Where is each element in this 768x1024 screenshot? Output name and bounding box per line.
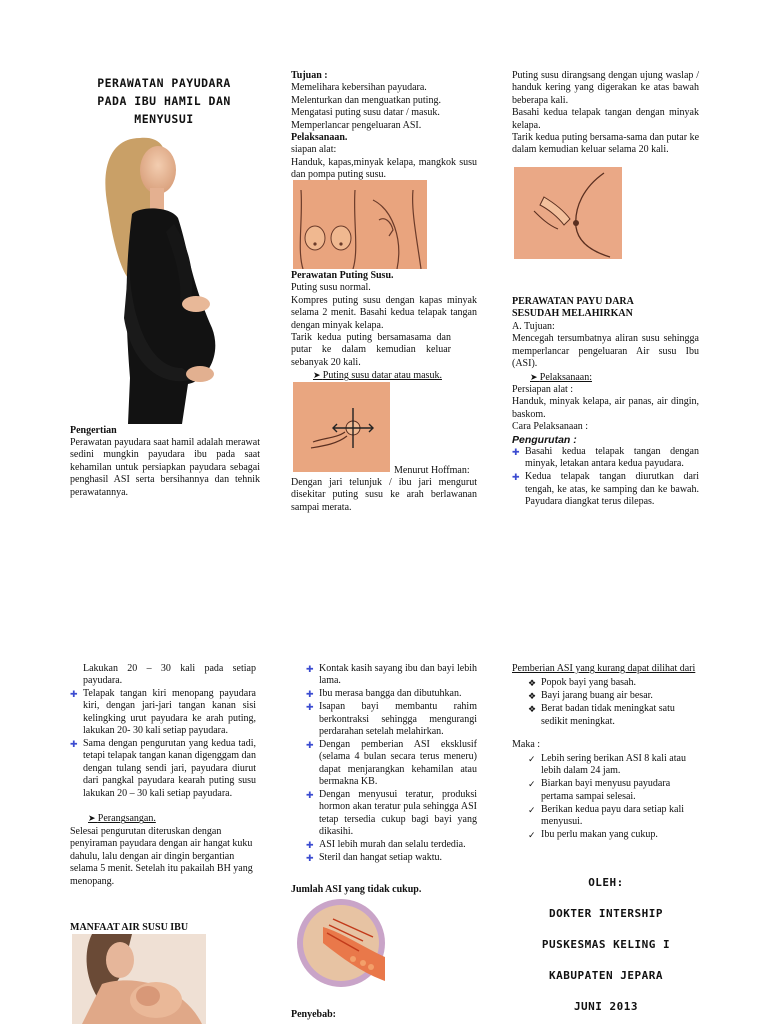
flag-bullet-icon: ✚ <box>306 664 314 674</box>
tujuan-section <box>291 70 477 182</box>
arrow-bullet-icon: ➤ <box>313 370 323 381</box>
tujuan-a-text: Mencegah tersumbatnya aliran susu sehingga memperlancar pengeluaran Air susu Ibu (ASI). <box>512 333 699 370</box>
tujuan-line: Memelihara kebersihan payudara. <box>291 82 427 94</box>
list-item: ✚ Sama dengan pengurutan yang kedua tadi, tetapi telapak tangan kanan digenggam dan dengan tulang sendi jari, payudara diurut dari pangkal payudara kearah puting susu lakukan 20 – 30 kali setiap payudara. <box>70 737 256 799</box>
pelaksanaan-sub-heading: ➤ Pelaksanaan: <box>530 371 592 383</box>
publication-date: JUNI 2013 <box>573 1000 639 1013</box>
list-item: ❖ Bayi jarang buang air besar. <box>528 690 653 702</box>
list-item: ✓ Biarkan bayi menyusu payudara pertama sampai selesai. <box>528 778 671 802</box>
arrow-bullet-icon: ➤ <box>530 371 540 382</box>
pengurutan-list <box>512 446 699 509</box>
flag-bullet-icon: ✚ <box>306 790 314 801</box>
hoffman-text: Dengan jari telunjuk / ibu jari mengurut disekitar puting susu ke arah berlawanan sampai merata. <box>291 477 477 513</box>
list-item: ✚ Isapan bayi membantu rahim berkontraksi sehingga mengurangi perdarahan setelah melahirkan. <box>306 701 477 738</box>
oleh-label: OLEH: <box>588 876 624 889</box>
checkmark-bullet-icon: ✓ <box>528 804 536 815</box>
flag-bullet-icon: ✚ <box>306 689 314 700</box>
diamond-bullet-icon: ❖ <box>528 704 537 715</box>
perawatan-puting-heading: Perawatan Puting Susu. <box>291 270 394 281</box>
pemberian-heading: Pemberian ASI yang kurang dapat dilihat dari <box>512 663 696 674</box>
author-institution: PUSKESMAS KELING I <box>541 938 671 951</box>
puting-normal-label: Puting susu normal. <box>291 282 371 294</box>
checkmark-bullet-icon: ✓ <box>528 753 536 764</box>
list-item: ✚ ASI lebih murah dan selalu terdedia. <box>306 839 466 851</box>
list-item: ✚ Dengan menyusui teratur, produksi hormon akan teratur pula sehingga ASI tetap tersedia cukup bagi bayi yang dikasihi. <box>306 789 477 838</box>
hoffman-technique-illustration <box>293 382 390 472</box>
nipple-stimulation-illustration <box>514 167 622 259</box>
manfaat-heading: MANFAAT AIR SUSU IBU <box>70 922 189 933</box>
breast-anatomy-illustration <box>293 897 393 989</box>
tujuan-line: Mengatasi puting susu datar / masuk. <box>291 107 440 119</box>
col4-body <box>70 663 256 888</box>
breastfeeding-photo <box>72 934 206 1024</box>
list-item: ✚ Kontak kasih sayang ibu dan bayi lebih lama. <box>306 663 477 687</box>
col5-body <box>306 663 477 865</box>
siapan-alat-label: siapan alat: <box>291 144 337 156</box>
flag-bullet-icon: ✚ <box>512 472 520 483</box>
manfaat-list <box>306 663 477 865</box>
rangsang-text: Puting susu dirangsang dengan ujung waslap / handuk kering yang digerakan ke atas bawah beberapa kali. <box>512 70 699 106</box>
list-item: ❖ Popok bayi yang basah. <box>528 677 636 689</box>
breast-care-illustration-1 <box>293 180 427 269</box>
tujuan-line: Melenturkan dan menguatkan puting. <box>291 94 441 106</box>
perawatan-puting-section <box>291 270 477 383</box>
alat-text: Handuk, kapas,minyak kelapa, mangkok susu dan pompa puting susu. <box>291 156 477 181</box>
flag-bullet-icon: ✚ <box>306 702 314 713</box>
diamond-bullet-icon: ❖ <box>528 678 537 689</box>
tujuan-heading: Tujuan : <box>291 70 328 81</box>
maka-label: Maka : <box>512 738 541 750</box>
author-credits <box>512 876 700 1013</box>
lakukan-text: Lakukan 20 – 30 kali pada setiap payudara. <box>83 663 256 687</box>
tanda-list <box>512 677 700 728</box>
author-region: KABUPATEN JEPARA <box>549 969 663 982</box>
diamond-bullet-icon: ❖ <box>528 691 537 702</box>
pengurutan-lanjutan-list <box>70 688 256 800</box>
list-item: ❖ Berat badan tidak meningkat satu sedikit meningkat. <box>528 703 675 727</box>
penyebab-heading: Penyebab: <box>291 1009 336 1020</box>
list-item: ✚ Telapak tangan kiri menopang payudara kiri, dengan jari-jari tangan kanan sisi kelingking urut payudara ke arah puting, lakukan 20- 30 kali setiap payudara. <box>70 687 256 737</box>
list-item: ✓ Lebih sering berikan ASI 8 kali atau lebih dalam 24 jam. <box>528 752 686 777</box>
col6-body <box>512 663 700 842</box>
flag-bullet-icon: ✚ <box>306 739 314 750</box>
tujuan-a-label: A. Tujuan: <box>512 321 555 332</box>
brochure-title: PERAWATAN PAYUDARA PADA IBU HAMIL DAN MENYUSUI <box>97 76 231 126</box>
cara-label: Cara Pelaksanaan : <box>512 421 589 433</box>
list-item: ✚ Dengan pemberian ASI eksklusif (selama 4 bulan secara terus meneru) dapat menjarangkan kehamilan atau bermakna KB. <box>306 738 477 788</box>
sesudah-melahirkan-heading: PERAWATAN PAYU DARA SESUDAH MELAHIRKAN <box>512 296 634 320</box>
pengertian-text: Perawatan payudara saat hamil adalah merawat sedini mungkin payudara ibu pada saat kehamilan untuk persiapkan payudara sebagai penghasil ASI serta bersihannya dan tehnik perawatannya. <box>70 437 260 498</box>
pelaksanaan-heading: Pelaksanaan. <box>291 132 348 144</box>
flag-bullet-icon: ✚ <box>70 738 78 749</box>
col3-body <box>512 321 699 509</box>
author-name: DOKTER INTERSHIP <box>549 907 663 920</box>
basahi-text: Basahi kedua telapak tangan dengan minyak kelapa. <box>512 107 699 131</box>
col3-intro <box>512 70 699 157</box>
pengertian-heading: Pengertian <box>70 425 117 436</box>
jumlah-asi-heading: Jumlah ASI yang tidak cukup. <box>291 884 422 895</box>
checkmark-bullet-icon: ✓ <box>528 779 536 790</box>
perangsangan-heading: ➤ Perangsangan. <box>88 813 156 825</box>
arrow-bullet-icon: ➤ <box>88 813 98 824</box>
tarik-bersama-text: Tarik kedua puting bersama-sama dan putar ke dalam kemudian keluar selama 20 kali. <box>512 132 700 156</box>
list-item: ✓ Ibu perlu makan yang cukup. <box>528 828 658 840</box>
persiapan-label: Persiapan alat : <box>512 384 574 396</box>
datar-heading: ➤ Puting susu datar atau masuk. <box>313 370 442 382</box>
flag-bullet-icon: ✚ <box>306 840 314 851</box>
kompres-text: Kompres puting susu dengan kapas minyak selama 2 menit. Basahi kedua telapak tangan dengan minyak kelapa. <box>291 294 477 331</box>
list-item: ✓ Berikan kedua payu dara setiap kali menyusui. <box>528 803 684 827</box>
flag-bullet-icon: ✚ <box>512 447 520 458</box>
list-item: ✚ Basahi kedua telapak tangan dengan minyak, letakan antara kedua payudara. <box>512 446 699 470</box>
list-item: ✚ Kedua telapak tangan diurutkan dari tengah, ke atas, ke samping dan ke bawah. Payudara diangkat terus dilepas. <box>512 471 699 508</box>
list-item: ✚ Ibu merasa bangga dan dibutuhkan. <box>306 688 462 700</box>
hoffman-label: Menurut Hoffman: <box>394 465 470 476</box>
flag-bullet-icon: ✚ <box>306 853 314 864</box>
pengurutan-heading: Pengurutan : <box>512 433 577 446</box>
tarik-text: Tarik kedua puting bersamasama dan putar ke dalam kemudian keluar sebanyak 20 kali. <box>291 332 451 368</box>
list-item: ✚ Steril dan hangat setiap waktu. <box>306 852 443 864</box>
maka-list <box>512 753 700 841</box>
flag-bullet-icon: ✚ <box>70 688 78 699</box>
persiapan-text: Handuk, minyak kelapa, air panas, air dingin, baskom. <box>512 396 699 420</box>
checkmark-bullet-icon: ✓ <box>528 829 536 840</box>
perangsangan-text: Selesai pengurutan diteruskan dengan penyiraman payudara dengan air hangat kuku dahulu, lalu dengan air dingin bergantian selama 5 menit. Setelah itu pakailah BH yang menopang. <box>70 825 253 887</box>
tujuan-line: Memperlancar pengeluaran ASI. <box>291 119 422 131</box>
pregnant-woman-photo <box>70 128 250 424</box>
